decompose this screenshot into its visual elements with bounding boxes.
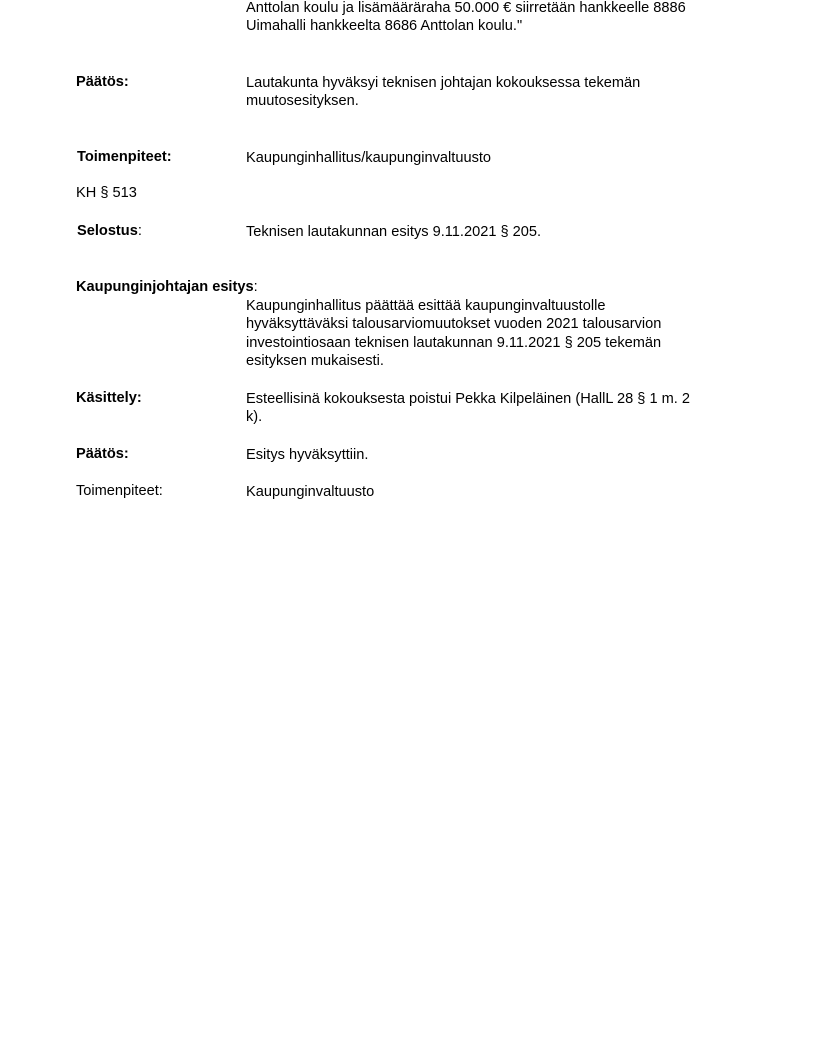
board-decision-line-1: Lautakunta hyväksyi teknisen johtajan kokouksessa tekemän [246,75,641,91]
mayor-proposal-text [246,297,746,371]
continuation-line-2: Uimahalli hankkeelta 8686 Anttolan koulu." [246,18,523,35]
council-decision-value: Esitys hyväksyttiin. [246,447,369,463]
description-label [77,223,142,239]
continuation-text [246,0,746,36]
handling-label: Käsittely: [76,390,142,406]
board-measures-label: Toimenpiteet: [77,149,172,165]
continuation-line-1: Anttolan koulu ja lisämääräraha 50.000 € siirretään hankkeelle 8886 [246,0,686,16]
board-measures-value: Kaupunginhallitus/kaupunginvaltuusto [246,150,492,166]
board-decision-text [246,74,746,111]
mayor-proposal-label [76,279,258,295]
description-label-colon: : [137,223,142,239]
council-decision-label: Päätös: [76,446,129,462]
description-label-text: Selostus [77,223,138,239]
mayor-proposal-line-2: hyväksyttäväksi talousarviomuutokset vuoden 2021 talousarvion [246,316,662,333]
handling-line-2: k). [246,409,263,426]
description-value: Teknisen lautakunnan esitys 9.11.2021 § 205. [246,224,542,240]
mayor-proposal-line-3: investointiosaan teknisen lautakunnan 9.11.2021 § 205 tekemän [246,334,662,351]
board-decision-line-2: muutosesityksen. [246,93,359,110]
section-reference: KH § 513 [76,185,137,201]
handling-text [246,390,746,427]
mayor-proposal-line-1: Kaupunginhallitus päättää esittää kaupunginvaltuustolle [246,298,606,314]
mayor-proposal-label-text: Kaupunginjohtajan esitys [76,279,254,295]
handling-line-1: Esteellisinä kokouksesta poistui Pekka Kilpeläinen (HallL 28 § 1 m. 2 [246,391,690,407]
council-measures-label: Toimenpiteet: [76,483,163,499]
council-measures-value: Kaupunginvaltuusto [246,484,375,500]
mayor-proposal-label-colon: : [253,279,258,295]
board-decision-label: Päätös: [76,74,129,90]
mayor-proposal-line-4: esityksen mukaisesti. [246,353,384,370]
